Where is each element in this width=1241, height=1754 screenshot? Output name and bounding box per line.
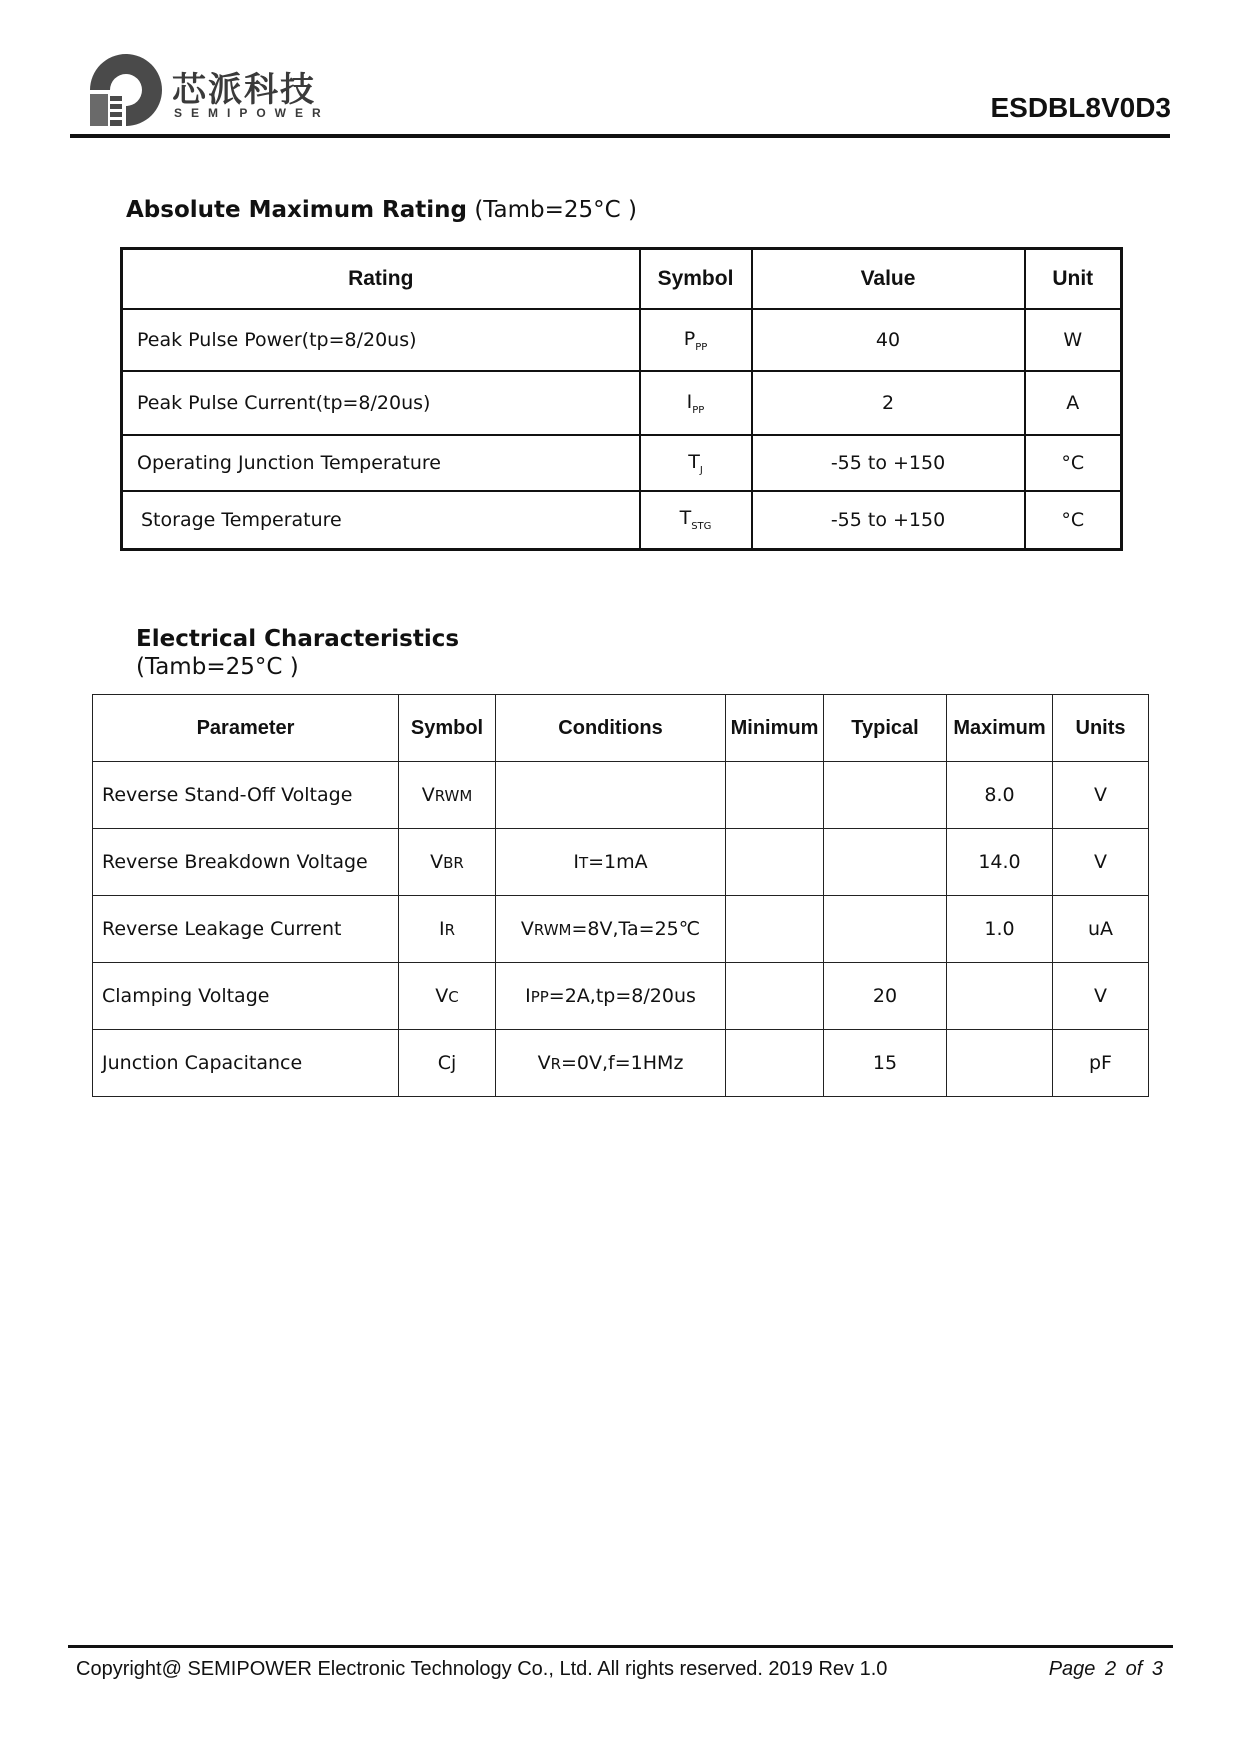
logo-english-name: SEMIPOWER bbox=[174, 106, 330, 120]
col-header-minimum: Minimum bbox=[726, 695, 824, 762]
typical-cell: 20 bbox=[824, 963, 947, 1030]
absolute-max-table bbox=[120, 247, 1123, 551]
units-cell: pF bbox=[1053, 1030, 1149, 1097]
maximum-cell: 8.0 bbox=[947, 762, 1053, 829]
table-row bbox=[122, 435, 1122, 491]
absolute-max-condition: (Tamb=25°C ) bbox=[474, 197, 638, 223]
minimum-cell bbox=[726, 963, 824, 1030]
electrical-table bbox=[92, 694, 1149, 1097]
col-header-unit: Unit bbox=[1025, 249, 1122, 310]
company-logo bbox=[88, 52, 348, 132]
col-header-rating: Rating bbox=[122, 249, 640, 310]
unit-cell: °C bbox=[1025, 491, 1122, 549]
parameter-cell: Reverse Leakage Current bbox=[93, 896, 399, 963]
part-number: ESDBL8V0D3 bbox=[990, 92, 1171, 123]
table-row bbox=[122, 491, 1122, 549]
col-header-maximum: Maximum bbox=[947, 695, 1053, 762]
rating-cell: Operating Junction Temperature bbox=[122, 435, 640, 491]
value-cell: 40 bbox=[752, 309, 1025, 371]
symbol-cell: VBR bbox=[399, 829, 496, 896]
minimum-cell bbox=[726, 896, 824, 963]
table-row bbox=[93, 1030, 1149, 1097]
units-cell: uA bbox=[1053, 896, 1149, 963]
logo-chinese-name: 芯派科技 bbox=[172, 70, 316, 110]
table-row bbox=[93, 762, 1149, 829]
table-header-row bbox=[122, 249, 1122, 310]
table-row bbox=[93, 963, 1149, 1030]
symbol-cell: IR bbox=[399, 896, 496, 963]
parameter-cell: Reverse Breakdown Voltage bbox=[93, 829, 399, 896]
maximum-cell: 1.0 bbox=[947, 896, 1053, 963]
header-divider bbox=[70, 134, 1170, 138]
conditions-cell bbox=[496, 762, 726, 829]
conditions-cell: IPP=2A,tp=8/20us bbox=[496, 963, 726, 1030]
symbol-cell: Cj bbox=[399, 1030, 496, 1097]
unit-cell: °C bbox=[1025, 435, 1122, 491]
unit-cell: W bbox=[1025, 309, 1122, 371]
conditions-cell: VR=0V,f=1HMz bbox=[496, 1030, 726, 1097]
maximum-cell bbox=[947, 963, 1053, 1030]
rating-cell: Storage Temperature bbox=[122, 491, 640, 549]
absolute-max-heading bbox=[126, 197, 637, 223]
footer-divider bbox=[68, 1645, 1173, 1648]
col-header-units: Units bbox=[1053, 695, 1149, 762]
page-number: Page 2 of 3 bbox=[1048, 1658, 1163, 1680]
table-row bbox=[122, 371, 1122, 435]
symbol-cell: VRWM bbox=[399, 762, 496, 829]
unit-cell: A bbox=[1025, 371, 1122, 435]
table-row bbox=[122, 309, 1122, 371]
parameter-cell: Clamping Voltage bbox=[93, 963, 399, 1030]
typical-cell: 15 bbox=[824, 1030, 947, 1097]
col-header-value: Value bbox=[752, 249, 1025, 310]
value-cell: -55 to +150 bbox=[752, 435, 1025, 491]
typical-cell bbox=[824, 896, 947, 963]
rating-cell: Peak Pulse Power(tp=8/20us) bbox=[122, 309, 640, 371]
symbol-cell: VC bbox=[399, 963, 496, 1030]
maximum-cell: 14.0 bbox=[947, 829, 1053, 896]
table-row bbox=[93, 829, 1149, 896]
units-cell: V bbox=[1053, 829, 1149, 896]
units-cell: V bbox=[1053, 762, 1149, 829]
value-cell: 2 bbox=[752, 371, 1025, 435]
absolute-max-title: Absolute Maximum Rating bbox=[126, 197, 468, 223]
symbol-cell: $T_J$ bbox=[640, 435, 752, 491]
typical-cell bbox=[824, 762, 947, 829]
col-header-conditions: Conditions bbox=[496, 695, 726, 762]
parameter-cell: Reverse Stand-Off Voltage bbox=[93, 762, 399, 829]
symbol-cell: $P_{PP}$ bbox=[640, 309, 752, 371]
table-row bbox=[93, 896, 1149, 963]
conditions-cell: IT=1mA bbox=[496, 829, 726, 896]
typical-cell bbox=[824, 829, 947, 896]
electrical-condition: (Tamb=25°C ) bbox=[136, 654, 299, 680]
col-header-symbol: Symbol bbox=[640, 249, 752, 310]
copyright-text: Copyright@ SEMIPOWER Electronic Technology Co., Ltd. All rights reserved. 2019 Rev 1.0 bbox=[76, 1658, 888, 1680]
minimum-cell bbox=[726, 1030, 824, 1097]
semipower-logo-icon bbox=[88, 52, 168, 130]
rating-cell: Peak Pulse Current(tp=8/20us) bbox=[122, 371, 640, 435]
symbol-cell: $T_{STG}$ bbox=[640, 491, 752, 549]
col-header-typical: Typical bbox=[824, 695, 947, 762]
value-cell: -55 to +150 bbox=[752, 491, 1025, 549]
units-cell: V bbox=[1053, 963, 1149, 1030]
table-header-row bbox=[93, 695, 1149, 762]
col-header-parameter: Parameter bbox=[93, 695, 399, 762]
conditions-cell: VRWM=8V,Ta=25℃ bbox=[496, 896, 726, 963]
minimum-cell bbox=[726, 829, 824, 896]
maximum-cell bbox=[947, 1030, 1053, 1097]
minimum-cell bbox=[726, 762, 824, 829]
col-header-symbol: Symbol bbox=[399, 695, 496, 762]
electrical-heading: Electrical Characteristics bbox=[136, 626, 460, 652]
symbol-cell: $I_{PP}$ bbox=[640, 371, 752, 435]
parameter-cell: Junction Capacitance bbox=[93, 1030, 399, 1097]
